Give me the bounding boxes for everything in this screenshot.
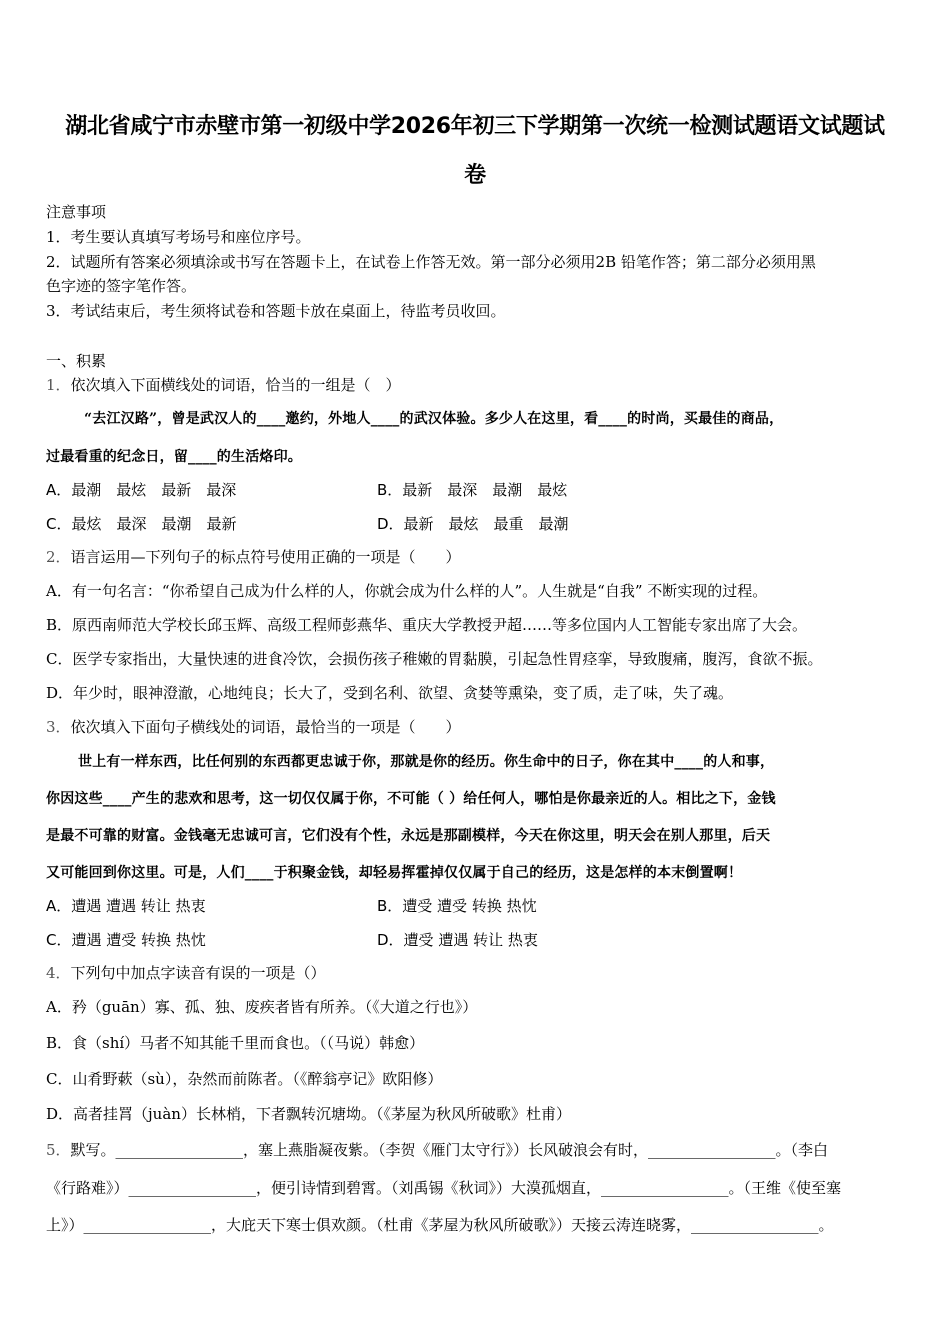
option-b: B．最新 最深 最潮 最炫 bbox=[377, 481, 568, 499]
question-text: 依次填入下面横线处的词语，恰当的一组是（ ） bbox=[70, 376, 401, 394]
question-2-stem bbox=[46, 547, 461, 567]
page-title-line1: 湖北省咸宁市赤壁市第一初级中学2026年初三下学期第一次统一检测试题语文试题试 bbox=[65, 114, 885, 139]
notice-item-3: 3．考试结束后，考生须将试卷和答题卡放在桌面上，待监考员收回。 bbox=[46, 302, 506, 320]
option-d: D．遭受 遭遇 转让 热衷 bbox=[377, 931, 538, 949]
question-1-options-row-2 bbox=[46, 514, 906, 534]
notice-item-1: 1．考生要认真填写考场号和座位序号。 bbox=[46, 228, 311, 246]
question-4-option-c: C．山肴野蔌（sù），杂然而前陈者。（《醉翁亭记》欧阳修） bbox=[46, 1070, 443, 1088]
question-3-options-row-2 bbox=[46, 930, 906, 950]
notice-heading: 注意事项 bbox=[46, 203, 107, 221]
question-2-option-b: B．原西南师范大学校长邱玉辉、高级工程师彭燕华、重庆大学教授尹超……等多位国内人工智能专家出席了大会。 bbox=[46, 616, 808, 634]
page-title-line2: 卷 bbox=[464, 163, 486, 188]
question-4-option-d: D．高者挂罥（juàn）长林梢，下者飘转沉塘坳。（《茅屋为秋风所破歌》杜甫） bbox=[46, 1105, 571, 1123]
option-a: A．最潮 最炫 最新 最深 bbox=[46, 481, 237, 499]
question-4-option-a: A．矜（guān）寡、孤、独、废疾者皆有所养。（《大道之行也》） bbox=[46, 998, 478, 1016]
section-heading: 一、积累 bbox=[46, 352, 107, 370]
question-1-options-row-1 bbox=[46, 480, 906, 500]
question-2-option-c: C．医学专家指出，大量快速的进食冷饮，会损伤孩子稚嫩的胃黏膜，引起急性胃痉挛，导致腹痛，腹泻，食欲不振。 bbox=[46, 650, 823, 668]
option-d: D．最新 最炫 最重 最潮 bbox=[377, 515, 569, 533]
question-number: 4． bbox=[46, 964, 71, 982]
notice-item-2-cont: 色字迹的签字笔作答。 bbox=[46, 277, 197, 295]
question-5-line-3: 上》）_________________，大庇天下寒士俱欢颜。（杜甫《茅屋为秋风所破歌》）天接云涛连晓雾，_________________。 bbox=[46, 1216, 834, 1234]
question-number: 3． bbox=[46, 718, 71, 736]
question-3-passage-2: 你因这些____产生的悲欢和思考，这一切仅仅属于你，不可能（ ）给任何人，哪怕是你最亲近的人。相比之下，金钱 bbox=[46, 791, 776, 807]
question-text: 默写。_________________，塞上燕脂凝夜紫。（李贺《雁门太守行》）长风破浪会有时，_________________。（李白 bbox=[70, 1141, 829, 1159]
question-4-stem bbox=[46, 963, 326, 983]
question-2-option-a: A．有一句名言：“你希望自己成为什么样的人，你就会成为什么样的人”。人生就是“自我” 不断实现的过程。 bbox=[46, 582, 768, 600]
option-b: B．遭受 遭受 转换 热忱 bbox=[377, 897, 537, 915]
question-text: 语言运用—下列句子的标点符号使用正确的一项是（ ） bbox=[70, 548, 461, 566]
question-3-passage-3: 是最不可靠的财富。金钱毫无忠诚可言，它们没有个性，永远是那副模样，今天在你这里，明天会在别人那里，后天 bbox=[46, 828, 771, 844]
question-4-option-b: B．食（shí）马者不知其能千里而食也。（（马说）韩愈） bbox=[46, 1034, 425, 1052]
question-2-option-d: D．年少时，眼神澄澈，心地纯良；长大了，受到名利、欲望、贪婪等熏染，变了质，走了味，失了魂。 bbox=[46, 684, 734, 702]
question-1-passage-1: “去江汉路”，曾是武汉人的____邀约，外地人____的武汉体验。多少人在这里，看____的时尚，买最佳的商品， bbox=[84, 411, 784, 427]
option-a: A．遭遇 遭遇 转让 热衷 bbox=[46, 897, 206, 915]
question-number: 2． bbox=[46, 548, 71, 566]
question-number: 5． bbox=[46, 1141, 71, 1159]
question-text: 下列句中加点字读音有误的一项是（） bbox=[70, 964, 326, 982]
question-number: 1． bbox=[46, 376, 71, 394]
question-1-stem bbox=[46, 375, 401, 395]
question-3-passage-4: 又可能回到你这里。可是，人们____于积聚金钱，却轻易挥霍掉仅仅属于自己的经历，这是怎样的本末倒置啊！ bbox=[46, 865, 743, 881]
question-3-passage-1: 世上有一样东西，比任何别的东西都更忠诚于你，那就是你的经历。你生命中的日子，你在其中____的人和事， bbox=[78, 754, 775, 770]
question-3-stem bbox=[46, 717, 461, 737]
question-5-line-1 bbox=[46, 1140, 828, 1160]
notice-item-2: 2．试题所有答案必须填涂或书写在答题卡上，在试卷上作答无效。第一部分必须用2B 铅笔作答；第二部分必须用黑 bbox=[46, 253, 816, 271]
question-5-line-2: 《行路难》）_________________，便引诗情到碧霄。（刘禹锡《秋词》）大漠孤烟直，_________________。（王维《使至塞 bbox=[46, 1179, 842, 1197]
question-text: 依次填入下面句子横线处的词语，最恰当的一项是（ ） bbox=[70, 718, 461, 736]
question-3-options-row-1 bbox=[46, 896, 906, 916]
option-c: C．最炫 最深 最潮 最新 bbox=[46, 515, 237, 533]
question-1-passage-2: 过最看重的纪念日，留____的生活烙印。 bbox=[46, 449, 302, 465]
option-c: C．遭遇 遭受 转换 热忱 bbox=[46, 931, 206, 949]
